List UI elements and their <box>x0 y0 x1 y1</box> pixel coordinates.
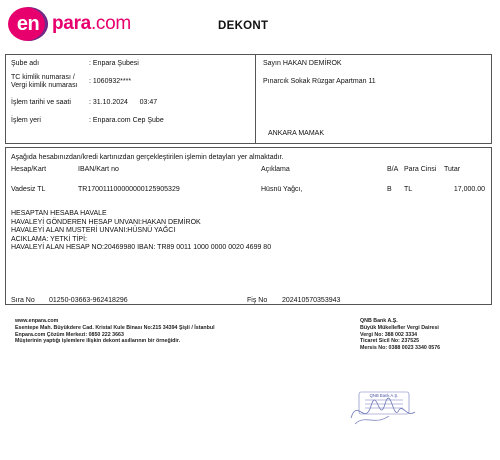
footer-mersis: Mersis No: 0388 0023 3340 0576 <box>360 345 441 352</box>
header-amount: Tutar <box>444 166 461 173</box>
header-ba: B/A <box>387 166 399 173</box>
fis-value: 202410570353943 <box>282 297 341 304</box>
cell-description: Hüsnü Yağcı, <box>261 186 303 193</box>
customer-name: Sayın HAKAN DEMİROK <box>263 60 342 67</box>
footer-website: www.enpara.com <box>15 318 59 324</box>
detail-line: HESAPTAN HESABA HAVALE <box>11 210 107 217</box>
footer-tax-office: Büyük Mükellefler Vergi Dairesi <box>360 324 439 331</box>
header-iban: IBAN/Kart no <box>78 166 119 173</box>
location-label: İşlem yeri <box>11 117 41 124</box>
tax-id-row <box>11 74 131 90</box>
transaction-box <box>5 147 492 305</box>
logo-name: para <box>52 13 91 34</box>
branch-row <box>11 60 139 68</box>
cell-currency: TL <box>404 186 413 193</box>
datetime-row <box>11 99 157 107</box>
tax-id-label: TC kimlik numarası / Vergi kimlik numarası <box>11 74 78 89</box>
document-title: DEKONT <box>218 20 269 32</box>
bank-seal-signature <box>345 388 423 428</box>
datetime-value: : 31.10.2024 03:47 <box>89 99 158 106</box>
cell-iban: TR170011100000000125905329 <box>78 186 180 193</box>
branch-info-box <box>5 54 256 144</box>
footer-bank-info <box>360 318 440 352</box>
location-value: : Enpara.com Cep Şube <box>89 117 164 124</box>
branch-label: Şube adı <box>11 60 40 67</box>
detail-line: HAVALEYİ GÖNDEREN HESAP UNVANI:HAKAN DEMİROK <box>11 218 201 226</box>
cell-account: Vadesiz TL <box>11 186 46 193</box>
branch-value: : Enpara Şubesi <box>89 60 139 67</box>
footer-address: Esentepe Mah. Büyükdere Cad. Kristal Kule Binası No:215 34394 Şişli / İstanbul <box>15 324 215 331</box>
footer-note: Müşterinin yaptığı işlemlere ilişkin dekont asıllarının bir örneğidir. <box>15 338 181 345</box>
transaction-details <box>11 210 271 253</box>
header-account: Hesap/Kart <box>11 166 47 173</box>
footer-tax-no: Vergi No: 388 002 3334 <box>360 331 418 338</box>
header-currency: Para Cinsi <box>404 166 437 173</box>
footer-company-info <box>15 318 215 345</box>
customer-city: ANKARA MAMAK <box>268 130 325 137</box>
footer-trade-registry: Ticaret Sicil No: 237525 <box>360 338 420 345</box>
footer-bank-name: QNB Bank A.Ş. <box>360 318 398 324</box>
enpara-logo <box>8 7 131 41</box>
fis-label: Fiş No <box>247 297 268 304</box>
header-description: Açıklama <box>261 166 290 173</box>
detail-line: ACIKLAMA: YETKİ TİPİ: <box>11 235 87 243</box>
seal-text: QNB Bank A.Ş. <box>369 393 399 398</box>
location-row <box>11 117 164 125</box>
customer-address: Pınarcık Sokak Rüzgar Apartman 11 <box>263 78 376 85</box>
transaction-info: Aşağıda hesabınızdan/kredi kartınızdan gerçekleştirilen işlemin detayları yer almaktadır. <box>11 154 284 161</box>
footer-phone: Enpara.com Çözüm Merkezi: 0850 222 3663 <box>15 331 124 338</box>
logo-mark: en <box>8 7 48 41</box>
customer-info-box <box>255 54 492 144</box>
cell-amount: 17,000.00 <box>453 186 485 193</box>
sira-value: 01250-03663-962418296 <box>49 297 128 304</box>
sira-label: Sıra No <box>11 297 35 304</box>
detail-line: HAVALEYİ ALAN MUSTERİ UNVANI:HÜSNÜ YAĞCI <box>11 227 176 234</box>
detail-line: HAVALEYİ ALAN HESAP NO:20469980 IBAN: TR89 0011 1000 0000 0020 4699 80 <box>11 244 272 251</box>
datetime-label: İşlem tarihi ve saati <box>11 99 71 106</box>
cell-ba: B <box>387 186 392 193</box>
logo-suffix: .com <box>90 13 131 34</box>
logo-wordmark <box>52 13 131 35</box>
tax-id-value: : 1060932**** <box>89 78 132 85</box>
